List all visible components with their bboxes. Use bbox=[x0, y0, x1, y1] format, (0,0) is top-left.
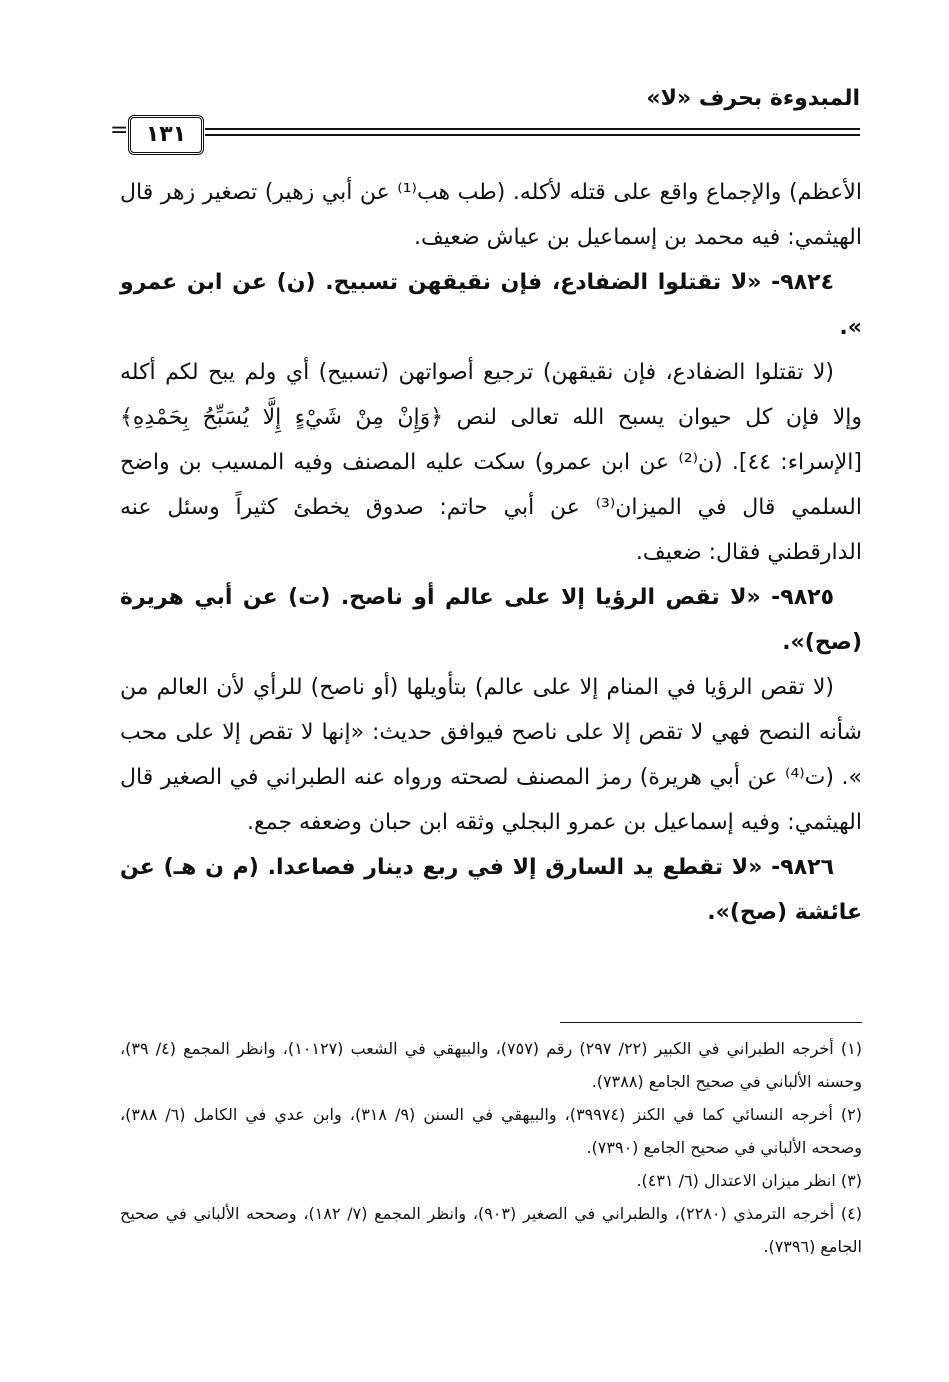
header-rule-line-bottom bbox=[205, 134, 860, 136]
footnote-4: (٤) أخرجه الترمذي (٢٢٨٠)، والطبراني في الصغير (٩٠٣)، وانظر المجمع (٧/ ١٨٢)، وصححه الألباني في صحيح الجامع (٧٣٩٦). bbox=[120, 1204, 863, 1256]
running-title: المبدوءة بحرف «لا» bbox=[646, 86, 860, 111]
footnote-separator bbox=[560, 1022, 862, 1023]
page-header bbox=[110, 80, 860, 150]
page-number-mark: = bbox=[110, 118, 129, 143]
hadith-9826: ٩٨٢٦- «لا تقطع يد السارق إلا في ربع دينار فصاعدا. (م ن هـ) عن عائشة (صح)». bbox=[120, 855, 862, 925]
main-text bbox=[120, 170, 862, 935]
footnotes bbox=[120, 1032, 862, 1263]
paragraph-continuation: الأعظم) والإجماع واقع على قتله لأكله. (طب هب⁽¹⁾ عن أبي زهير) تصغير زهر قال الهيثمي: فيه محمد بن إسماعيل بن عياش ضعيف. bbox=[120, 180, 863, 250]
footnote-1: (١) أخرجه الطبراني في الكبير (٢٢/ ٢٩٧) رقم (٧٥٧)، والبيهقي في الشعب (١٠١٢٧)، وانظر المجمع (٤/ ٣٩)، وحسنه الألباني في صحيح الجامع (٧٣٨٨). bbox=[120, 1039, 862, 1091]
commentary-9824: (لا تقتلوا الضفادع، فإن نقيقهن) ترجيع أصواتهن (تسبيح) أي ولم يبح لكم أكله وإلا فإن كل حيوان يسبح الله تعالى لنص ﴿وَإِنْ مِنْ شَيْءٍ إِلَّا يُسَبِّحُ بِحَمْدِهِ﴾ [الإسراء: ٤٤]. (ن⁽²⁾ عن ابن عمرو) سكت عليه المصنف وفيه المسيب بن واضح السلمي قال في الميزان⁽³⁾ عن أبي حاتم: صدوق يخطئ كثيراً وسئل عنه الدارقطني فقال: ضعيف. bbox=[120, 360, 862, 565]
hadith-9825: ٩٨٢٥- «لا تقص الرؤيا إلا على عالم أو ناصح. (ت) عن أبي هريرة (صح)». bbox=[120, 585, 862, 655]
header-rule-line-top bbox=[205, 128, 860, 130]
footnote-3: (٣) انظر ميزان الاعتدال (٦/ ٤٣١). bbox=[636, 1171, 862, 1190]
hadith-9824: ٩٨٢٤- «لا تقتلوا الضفادع، فإن نقيقهن تسبيح. (ن) عن ابن عمرو ». bbox=[120, 270, 862, 340]
commentary-9825: (لا تقص الرؤيا في المنام إلا على عالم) بتأويلها (أو ناصح) للرأي لأن العالم من شأنه النصح فهي لا تقص إلا على ناصح فيوافق حديث: «إنها لا تقص إلا على محب ». (ت⁽⁴⁾ عن أبي هريرة) رمز المصنف لصحته ورواه عنه الطبراني في الصغير قال الهيثمي: وفيه إسماعيل بن عمرو البجلي وثقه ابن حبان وضعفه جمع. bbox=[120, 675, 862, 835]
footnote-2: (٢) أخرجه النسائي كما في الكنز (٣٩٩٧٤)، والبيهقي في السنن (٩/ ٣١٨)، وابن عدي في الكامل (٦/ ٣٨٨)، وصححه الألباني في صحيح الجامع (٧٣٩٠). bbox=[120, 1105, 863, 1157]
page-number: ١٣١ bbox=[128, 115, 204, 155]
header-rule bbox=[110, 118, 860, 148]
